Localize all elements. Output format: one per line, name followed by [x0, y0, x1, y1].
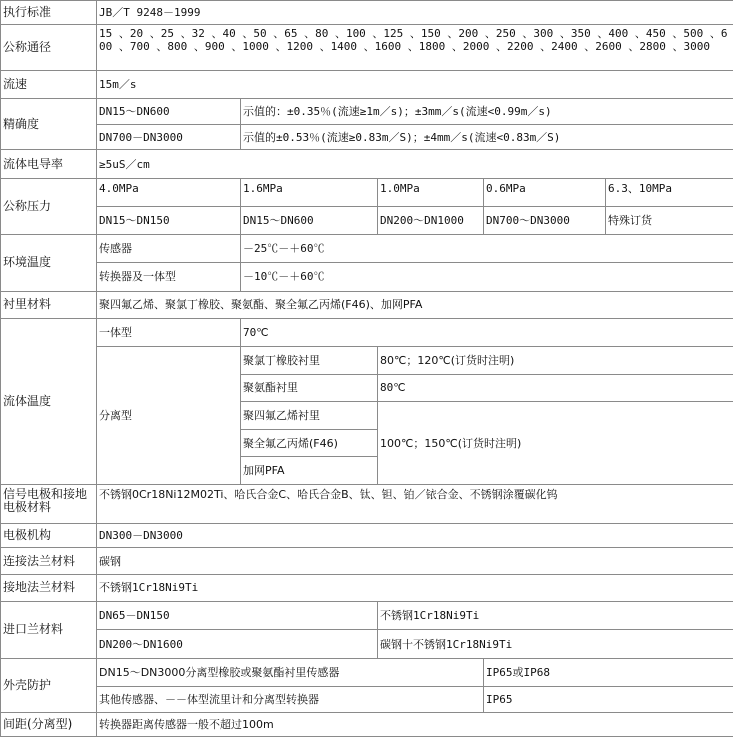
lining-pfa: 加网PFA — [241, 457, 378, 485]
label-conductivity: 流体电导率 — [1, 150, 97, 179]
pressure-range: DN15～DN150 — [97, 206, 241, 235]
value-electrode-mech: DN300－DN3000 — [97, 523, 733, 548]
table-row — [1, 485, 733, 524]
enclosure-desc-2: 其他传感器、－－体型流里计和分离型转换器 — [97, 686, 484, 713]
inlet-flange-value-1: 不锈钢1Cr18Ni9Ti — [378, 601, 733, 630]
ambient-sensor-value: －25℃－＋60℃ — [241, 235, 733, 263]
label-inlet-flange: 进口兰材料 — [1, 601, 97, 658]
table-row — [1, 575, 733, 602]
fluid-temp-integral-value: 70℃ — [241, 319, 733, 347]
label-distance: 间距(分离型) — [1, 713, 97, 737]
table-row — [1, 658, 733, 686]
lining-f46: 聚全氟乙丙烯(F46) — [241, 429, 378, 457]
table-row — [1, 235, 733, 263]
value-flange: 碳钢 — [97, 548, 733, 575]
table-row — [1, 601, 733, 630]
label-flange: 连接法兰材料 — [1, 548, 97, 575]
value-velocity: 15m／s — [97, 70, 733, 99]
value-standard: JB／T 9248－1999 — [97, 1, 733, 25]
enclosure-value-1: IP65或IP68 — [484, 658, 733, 686]
table-row — [1, 99, 733, 125]
ambient-sensor-label: 传感器 — [97, 235, 241, 263]
label-electrode: 信号电极和接地电极材料 — [1, 485, 97, 524]
label-pressure: 公称压力 — [1, 179, 97, 235]
table-row — [1, 291, 733, 319]
label-ground-flange: 接地法兰材料 — [1, 575, 97, 602]
label-nominal-diameter: 公称通径 — [1, 24, 97, 70]
value-nominal-diameter: 15 、20 、25 、32 、40 、50 、65 、80 、100 、125 、150 、200 、250 、300 、350 、400 、450 、500 、600 、700 、800 、900 、1000 、1200 、1400 、1600 、1800 、2000 、2200 、2400 、2600 、2800 、3000 — [97, 24, 733, 70]
pressure-range: DN700～DN3000 — [484, 206, 606, 235]
pressure-range: DN15～DN600 — [241, 206, 378, 235]
lining-neoprene-value: 80℃；120℃(订货时注明) — [378, 346, 733, 374]
label-fluid-temp: 流体温度 — [1, 319, 97, 485]
value-conductivity: ≥5uS／cm — [97, 150, 733, 179]
accuracy-value-2: 示值的±0.53％(流速≥0.83m／S)；±4mm／s(流速<0.83m／S) — [241, 124, 733, 150]
lining-high-temp-value: 100℃；150℃(订货时注明) — [378, 402, 733, 485]
pressure-value: 0.6MPa — [484, 179, 606, 207]
pressure-range: DN200～DN1000 — [378, 206, 484, 235]
value-distance: 转换器距离传感器一般不超过100m — [97, 713, 733, 737]
value-ground-flange: 不锈钢1Cr18Ni9Ti — [97, 575, 733, 602]
label-standard: 执行标准 — [1, 1, 97, 25]
accuracy-value-1: 示值的：±0.35％(流速≥1m／s)；±3mm／s(流速<0.99m／s) — [241, 99, 733, 125]
inlet-flange-range-1: DN65－DN150 — [97, 601, 378, 630]
value-lining: 聚四氟乙烯、聚氯丁橡胶、聚氨酯、聚全氟乙丙烯(F46)、加网PFA — [97, 291, 733, 319]
lining-neoprene: 聚氯丁橡胶衬里 — [241, 346, 378, 374]
accuracy-range-2: DN700－DN3000 — [97, 124, 241, 150]
table-row — [1, 262, 733, 291]
table-row — [1, 686, 733, 713]
table-row — [1, 70, 733, 99]
table-row — [1, 630, 733, 659]
label-accuracy: 精确度 — [1, 99, 97, 150]
ambient-converter-label: 转换器及一体型 — [97, 262, 241, 291]
accuracy-range-1: DN15～DN600 — [97, 99, 241, 125]
table-row — [1, 713, 733, 737]
table-row — [1, 206, 733, 235]
label-lining: 衬里材料 — [1, 291, 97, 319]
label-velocity: 流速 — [1, 70, 97, 99]
table-row — [1, 124, 733, 150]
lining-pu-value: 80℃ — [378, 374, 733, 402]
pressure-range: 特殊订货 — [606, 206, 733, 235]
lining-ptfe: 聚四氟乙烯衬里 — [241, 402, 378, 430]
fluid-temp-integral-label: 一体型 — [97, 319, 241, 347]
fluid-temp-separate-label: 分离型 — [97, 346, 241, 484]
pressure-value: 1.0MPa — [378, 179, 484, 207]
pressure-value: 6.3、10MPa — [606, 179, 733, 207]
inlet-flange-range-2: DN200～DN1600 — [97, 630, 378, 659]
table-row — [1, 548, 733, 575]
label-ambient: 环境温度 — [1, 235, 97, 291]
ambient-converter-value: －10℃－＋60℃ — [241, 262, 733, 291]
value-electrode: 不锈钢0Cr18Ni12M02Ti、哈氏合金C、哈氏合金B、钛、钽、铂／铱合金、不锈钢涂覆碳化钨 — [97, 485, 733, 524]
enclosure-value-2: IP65 — [484, 686, 733, 713]
table-row — [1, 179, 733, 207]
table-row — [1, 319, 733, 347]
pressure-value: 1.6MPa — [241, 179, 378, 207]
lining-pu: 聚氨酯衬里 — [241, 374, 378, 402]
table-row — [1, 523, 733, 548]
inlet-flange-value-2: 碳钢十不锈钢1Cr18Ni9Ti — [378, 630, 733, 659]
label-electrode-mech: 电极机构 — [1, 523, 97, 548]
table-row — [1, 150, 733, 179]
table-row — [1, 24, 733, 70]
enclosure-desc-1: DN15～DN3000分离型橡胶或聚氨酯衬里传感器 — [97, 658, 484, 686]
table-row — [1, 1, 733, 25]
table-row — [1, 346, 733, 374]
pressure-value: 4.0MPa — [97, 179, 241, 207]
label-enclosure: 外壳防护 — [1, 658, 97, 712]
